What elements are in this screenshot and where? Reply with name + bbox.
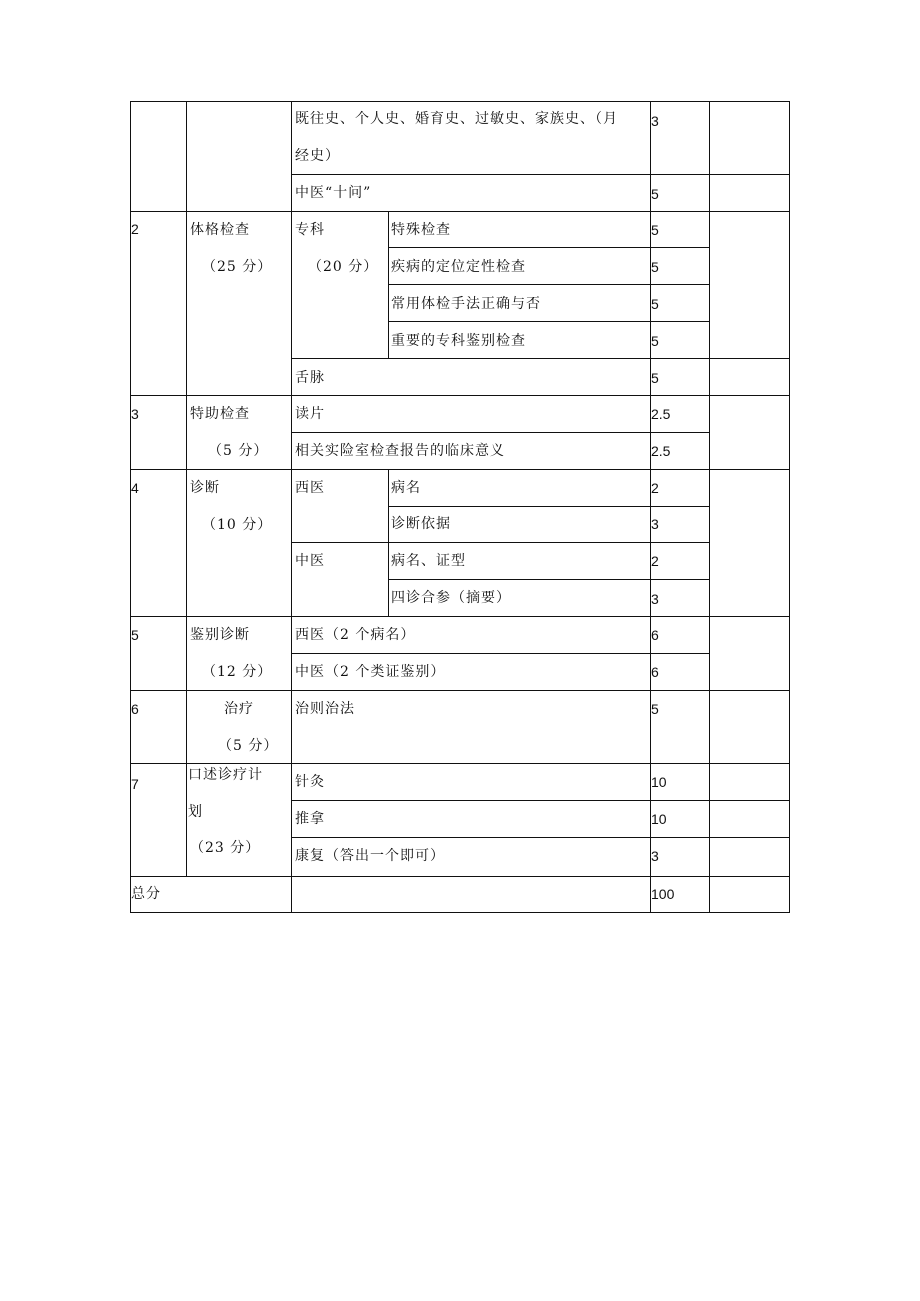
score-value: 5 bbox=[651, 259, 659, 275]
row-divider bbox=[130, 876, 790, 877]
item-text: 病名 bbox=[391, 480, 421, 496]
row-divider bbox=[291, 358, 790, 359]
table-border-top bbox=[130, 101, 790, 102]
subsection-name: 专科 bbox=[295, 222, 325, 238]
score-value: 5 bbox=[651, 296, 659, 312]
score-value: 3 bbox=[651, 591, 659, 607]
score-value: 5 bbox=[651, 370, 659, 386]
row-divider bbox=[291, 653, 710, 654]
row-divider bbox=[388, 284, 710, 285]
row-divider bbox=[130, 690, 790, 691]
item-text: 治则治法 bbox=[295, 701, 355, 717]
column-divider bbox=[291, 101, 292, 913]
score-value: 2 bbox=[651, 553, 659, 569]
row-divider bbox=[388, 247, 710, 248]
item-text: 疾病的定位定性检查 bbox=[391, 259, 526, 275]
row-divider bbox=[291, 174, 790, 175]
section-name: 特助检查 bbox=[190, 406, 250, 422]
scoring-table bbox=[130, 101, 790, 913]
section-number: 4 bbox=[131, 480, 139, 496]
item-text: 西医（2 个病名） bbox=[295, 627, 416, 643]
score-value: 3 bbox=[651, 113, 659, 129]
section-name: 鉴别诊断 bbox=[190, 627, 250, 643]
table-border-right bbox=[789, 101, 790, 913]
item-text: 重要的专科鉴别检查 bbox=[391, 333, 526, 349]
score-value: 10 bbox=[651, 774, 667, 790]
item-text: 特殊检查 bbox=[391, 222, 451, 238]
item-text: 病名、证型 bbox=[391, 553, 466, 569]
item-text: 经史） bbox=[295, 148, 340, 164]
row-divider bbox=[291, 837, 790, 838]
row-divider bbox=[388, 579, 710, 580]
score-value: 5 bbox=[651, 333, 659, 349]
row-divider bbox=[130, 763, 790, 764]
item-text: 常用体检手法正确与否 bbox=[391, 296, 541, 312]
section-number: 6 bbox=[131, 701, 139, 717]
subsection-points: （20 分） bbox=[308, 259, 379, 275]
section-points: （10 分） bbox=[202, 517, 273, 533]
row-divider bbox=[130, 469, 790, 470]
section-points: （5 分） bbox=[208, 443, 269, 459]
score-value: 3 bbox=[651, 516, 659, 532]
item-text: 读片 bbox=[295, 406, 325, 422]
score-value: 5 bbox=[651, 701, 659, 717]
section-points: （5 分） bbox=[218, 738, 279, 754]
item-text: 康复（答出一个即可） bbox=[295, 848, 445, 864]
row-divider bbox=[291, 432, 710, 433]
item-text: 针灸 bbox=[295, 774, 325, 790]
row-divider bbox=[130, 616, 790, 617]
score-value: 2.5 bbox=[651, 406, 671, 422]
row-divider bbox=[291, 542, 710, 543]
score-value: 6 bbox=[651, 627, 659, 643]
score-value: 6 bbox=[651, 664, 659, 680]
item-text: 推拿 bbox=[295, 811, 325, 827]
section-number: 5 bbox=[131, 627, 139, 643]
section-name: 体格检查 bbox=[190, 222, 250, 238]
row-divider bbox=[130, 395, 790, 396]
item-text: 诊断依据 bbox=[391, 516, 451, 532]
section-name: 划 bbox=[188, 804, 203, 820]
score-value: 5 bbox=[651, 222, 659, 238]
section-number: 2 bbox=[131, 221, 139, 237]
section-points: （23 分） bbox=[190, 840, 261, 856]
score-value: 2 bbox=[651, 480, 659, 496]
item-text: 四诊合参（摘要） bbox=[391, 590, 511, 606]
item-text: 既往史、个人史、婚育史、过敏史、家族史、（月 bbox=[295, 111, 618, 127]
total-label: 总分 bbox=[131, 886, 161, 902]
section-name: 口述诊疗计 bbox=[188, 767, 263, 783]
subsection-name: 中医 bbox=[295, 553, 325, 569]
section-points: （12 分） bbox=[202, 664, 273, 680]
row-divider bbox=[130, 211, 790, 212]
score-value: 3 bbox=[651, 848, 659, 864]
row-divider bbox=[388, 321, 710, 322]
row-divider bbox=[388, 506, 710, 507]
column-divider bbox=[186, 101, 187, 876]
section-number: 3 bbox=[131, 406, 139, 422]
section-number: 7 bbox=[131, 776, 139, 792]
score-value: 10 bbox=[651, 811, 667, 827]
subsection-name: 西医 bbox=[295, 480, 325, 496]
item-text: 相关实险室检查报告的临床意义 bbox=[295, 443, 505, 459]
section-points: （25 分） bbox=[202, 259, 273, 275]
score-value: 2.5 bbox=[651, 443, 671, 459]
row-divider bbox=[291, 800, 790, 801]
item-text: 中医“十问” bbox=[295, 185, 372, 201]
total-score: 100 bbox=[651, 886, 675, 902]
section-name: 治疗 bbox=[224, 701, 254, 717]
item-text: 中医（2 个类证鉴别） bbox=[295, 664, 446, 680]
column-divider bbox=[709, 101, 710, 913]
score-value: 5 bbox=[651, 186, 659, 202]
table-border-bottom bbox=[130, 912, 790, 913]
section-name: 诊断 bbox=[190, 480, 220, 496]
item-text: 舌脉 bbox=[295, 370, 325, 386]
